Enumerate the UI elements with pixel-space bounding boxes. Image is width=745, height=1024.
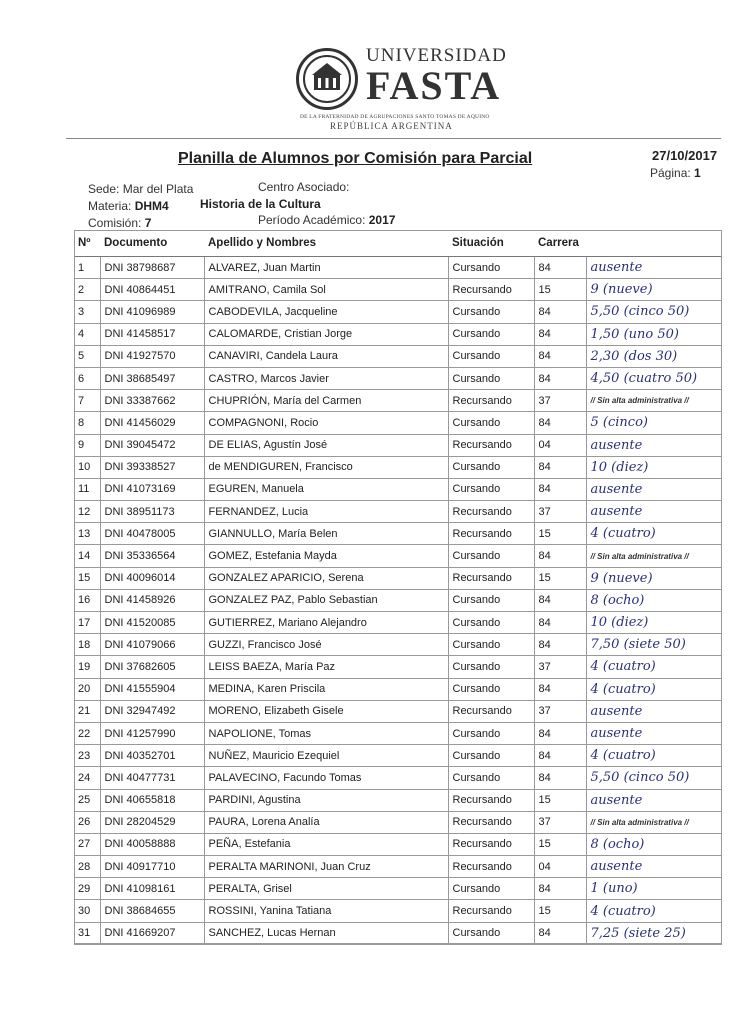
row-number: 14 [74, 545, 100, 567]
table-row [74, 922, 722, 944]
row-carrera: 84 [534, 478, 586, 500]
row-carrera: 84 [534, 722, 586, 744]
row-situacion: Cursando [448, 301, 534, 323]
row-nota: 5,50 (cinco 50) [586, 301, 722, 323]
column-header-situacion: Situación [448, 230, 534, 257]
row-carrera: 84 [534, 345, 586, 367]
row-number: 9 [74, 434, 100, 456]
row-number: 7 [74, 390, 100, 412]
comision-field [88, 216, 151, 230]
table-row [74, 456, 722, 478]
row-apellido-nombres: CASTRO, Marcos Javier [204, 367, 448, 389]
table-row [74, 678, 722, 700]
header-divider [66, 138, 721, 139]
row-apellido-nombres: PEÑA, Estefania [204, 833, 448, 855]
table-row [74, 745, 722, 767]
row-apellido-nombres: CALOMARDE, Cristian Jorge [204, 323, 448, 345]
row-nota: 4,50 (cuatro 50) [586, 367, 722, 389]
table-row [74, 612, 722, 634]
row-apellido-nombres: PALAVECINO, Facundo Tomas [204, 767, 448, 789]
table-row [74, 700, 722, 722]
row-documento: DNI 35336564 [100, 545, 204, 567]
row-carrera: 37 [534, 390, 586, 412]
row-nota: ausente [586, 789, 722, 811]
row-nota: 10 (diez) [586, 456, 722, 478]
row-situacion: Cursando [448, 345, 534, 367]
row-nota: ausente [586, 722, 722, 744]
row-carrera: 04 [534, 434, 586, 456]
row-documento: DNI 41669207 [100, 922, 204, 944]
row-documento: DNI 41073169 [100, 478, 204, 500]
row-number: 27 [74, 833, 100, 855]
row-documento: DNI 40058888 [100, 833, 204, 855]
row-carrera: 15 [534, 789, 586, 811]
row-documento: DNI 39045472 [100, 434, 204, 456]
row-nota: 8 (ocho) [586, 589, 722, 611]
centro-asociado-label: Centro Asociado: [258, 180, 350, 194]
row-nota: ausente [586, 700, 722, 722]
row-apellido-nombres: ALVAREZ, Juan Martin [204, 257, 448, 279]
row-documento: DNI 28204529 [100, 811, 204, 833]
row-documento: DNI 40478005 [100, 523, 204, 545]
table-row [74, 789, 722, 811]
row-nota: 4 (cuatro) [586, 523, 722, 545]
table-row [74, 390, 722, 412]
row-carrera: 84 [534, 257, 586, 279]
country-label: REPÚBLICA ARGENTINA [330, 121, 453, 131]
row-situacion: Cursando [448, 478, 534, 500]
table-row [74, 323, 722, 345]
row-number: 23 [74, 745, 100, 767]
row-documento: DNI 41096989 [100, 301, 204, 323]
table-row [74, 523, 722, 545]
row-carrera: 37 [534, 700, 586, 722]
comision-label: Comisión: [88, 216, 142, 230]
table-row [74, 811, 722, 833]
row-nota: 5 (cinco) [586, 412, 722, 434]
row-nota: 9 (nueve) [586, 279, 722, 301]
row-number: 10 [74, 456, 100, 478]
row-number: 20 [74, 678, 100, 700]
row-situacion: Recursando [448, 434, 534, 456]
row-number: 22 [74, 722, 100, 744]
row-situacion: Cursando [448, 612, 534, 634]
row-situacion: Cursando [448, 589, 534, 611]
row-situacion: Recursando [448, 279, 534, 301]
row-carrera: 37 [534, 501, 586, 523]
row-documento: DNI 41456029 [100, 412, 204, 434]
row-number: 4 [74, 323, 100, 345]
row-apellido-nombres: PERALTA, Grisel [204, 878, 448, 900]
row-situacion: Cursando [448, 656, 534, 678]
table-row [74, 589, 722, 611]
row-apellido-nombres: GONZALEZ APARICIO, Serena [204, 567, 448, 589]
row-nota: 9 (nueve) [586, 567, 722, 589]
row-nota: ausente [586, 501, 722, 523]
row-carrera: 84 [534, 878, 586, 900]
row-documento: DNI 40477731 [100, 767, 204, 789]
materia-name-field [200, 197, 321, 211]
row-carrera: 84 [534, 922, 586, 944]
table-row [74, 900, 722, 922]
row-apellido-nombres: GOMEZ, Estefania Mayda [204, 545, 448, 567]
row-number: 5 [74, 345, 100, 367]
table-row [74, 367, 722, 389]
row-carrera: 84 [534, 412, 586, 434]
row-number: 29 [74, 878, 100, 900]
row-nota: 1 (uno) [586, 878, 722, 900]
row-nota: 4 (cuatro) [586, 900, 722, 922]
row-apellido-nombres: PARDINI, Agustina [204, 789, 448, 811]
row-situacion: Recursando [448, 700, 534, 722]
row-situacion: Recursando [448, 833, 534, 855]
document-date: 27/10/2017 [652, 148, 718, 163]
row-number: 26 [74, 811, 100, 833]
row-nota: 10 (diez) [586, 612, 722, 634]
row-carrera: 84 [534, 323, 586, 345]
row-nota: 7,50 (siete 50) [586, 634, 722, 656]
table-row [74, 878, 722, 900]
row-number: 17 [74, 612, 100, 634]
row-carrera: 15 [534, 523, 586, 545]
row-number: 16 [74, 589, 100, 611]
row-documento: DNI 41555904 [100, 678, 204, 700]
row-situacion: Cursando [448, 878, 534, 900]
row-number: 11 [74, 478, 100, 500]
column-header-number: Nº [74, 230, 100, 257]
row-situacion: Recursando [448, 789, 534, 811]
row-documento: DNI 37682605 [100, 656, 204, 678]
column-header-nota [586, 230, 722, 257]
table-row [74, 767, 722, 789]
row-carrera: 84 [534, 678, 586, 700]
row-situacion: Recursando [448, 811, 534, 833]
table-header-row [74, 230, 722, 257]
row-situacion: Cursando [448, 922, 534, 944]
row-carrera: 84 [534, 767, 586, 789]
row-number: 19 [74, 656, 100, 678]
row-carrera: 37 [534, 811, 586, 833]
periodo-label: Período Académico: [258, 213, 366, 227]
row-situacion: Cursando [448, 722, 534, 744]
row-situacion: Cursando [448, 545, 534, 567]
row-documento: DNI 41458517 [100, 323, 204, 345]
table-row [74, 345, 722, 367]
materia-name: Historia de la Cultura [200, 197, 321, 211]
row-documento: DNI 39338527 [100, 456, 204, 478]
table-row [74, 833, 722, 855]
university-name-line2: FASTA [366, 63, 502, 108]
row-nota: // Sin alta administrativa // [586, 545, 722, 567]
row-nota: ausente [586, 856, 722, 878]
row-number: 21 [74, 700, 100, 722]
row-carrera: 37 [534, 656, 586, 678]
row-situacion: Cursando [448, 323, 534, 345]
row-apellido-nombres: CABODEVILA, Jacqueline [204, 301, 448, 323]
university-name-line1: UNIVERSIDAD [366, 45, 507, 66]
materia-field [88, 199, 169, 213]
row-carrera: 15 [534, 900, 586, 922]
row-nota: 4 (cuatro) [586, 745, 722, 767]
row-apellido-nombres: CANAVIRI, Candela Laura [204, 345, 448, 367]
row-number: 31 [74, 922, 100, 944]
row-apellido-nombres: GONZALEZ PAZ, Pablo Sebastian [204, 589, 448, 611]
row-apellido-nombres: MORENO, Elizabeth Gisele [204, 700, 448, 722]
comision-value: 7 [144, 216, 152, 230]
column-header-documento: Documento [100, 230, 204, 257]
page-number: 1 [694, 166, 701, 180]
sede-label: Sede: [88, 182, 120, 196]
column-header-carrera: Carrera [534, 230, 586, 257]
university-tagline: DE LA FRATERNIDAD DE AGRUPACIONES SANTO TOMAS DE AQUINO [300, 114, 490, 120]
seal-emblem-icon [302, 54, 352, 104]
row-number: 15 [74, 567, 100, 589]
row-nota: ausente [586, 257, 722, 279]
row-documento: DNI 38685497 [100, 367, 204, 389]
table-row [74, 634, 722, 656]
row-carrera: 15 [534, 279, 586, 301]
page-label: Página: [650, 166, 691, 180]
table-body [74, 257, 722, 945]
row-apellido-nombres: MEDINA, Karen Priscila [204, 678, 448, 700]
row-carrera: 15 [534, 567, 586, 589]
row-nota: // Sin alta administrativa // [586, 390, 722, 412]
row-documento: DNI 41458926 [100, 589, 204, 611]
row-documento: DNI 41520085 [100, 612, 204, 634]
row-apellido-nombres: DE ELIAS, Agustín José [204, 434, 448, 456]
materia-code: DHM4 [134, 199, 169, 213]
row-situacion: Cursando [448, 745, 534, 767]
row-nota: 1,50 (uno 50) [586, 323, 722, 345]
row-number: 30 [74, 900, 100, 922]
row-apellido-nombres: ROSSINI, Yanina Tatiana [204, 900, 448, 922]
row-nota: 4 (cuatro) [586, 656, 722, 678]
row-documento: DNI 38951173 [100, 501, 204, 523]
table-row [74, 722, 722, 744]
row-documento: DNI 40655818 [100, 789, 204, 811]
student-roster-table [74, 230, 722, 945]
row-documento: DNI 40864451 [100, 279, 204, 301]
row-number: 12 [74, 501, 100, 523]
row-situacion: Recursando [448, 523, 534, 545]
row-situacion: Cursando [448, 456, 534, 478]
row-apellido-nombres: GIANNULLO, María Belen [204, 523, 448, 545]
row-carrera: 84 [534, 367, 586, 389]
table-row [74, 501, 722, 523]
row-number: 28 [74, 856, 100, 878]
row-situacion: Recursando [448, 856, 534, 878]
table-row [74, 257, 722, 279]
row-number: 8 [74, 412, 100, 434]
row-number: 6 [74, 367, 100, 389]
table-row [74, 301, 722, 323]
row-documento: DNI 33387662 [100, 390, 204, 412]
row-situacion: Cursando [448, 678, 534, 700]
row-documento: DNI 41098161 [100, 878, 204, 900]
row-documento: DNI 38684655 [100, 900, 204, 922]
row-apellido-nombres: GUZZI, Francisco José [204, 634, 448, 656]
table-row [74, 434, 722, 456]
row-documento: DNI 41079066 [100, 634, 204, 656]
column-header-apellido-nombres: Apellido y Nombres [204, 230, 448, 257]
table-row [74, 656, 722, 678]
row-apellido-nombres: CHUPRIÓN, María del Carmen [204, 390, 448, 412]
table-row [74, 545, 722, 567]
page-title: Planilla de Alumnos por Comisión para Parcial [178, 150, 533, 167]
row-situacion: Recursando [448, 900, 534, 922]
row-apellido-nombres: NAPOLIONE, Tomas [204, 722, 448, 744]
table-row [74, 567, 722, 589]
row-nota: 7,25 (siete 25) [586, 922, 722, 944]
row-documento: DNI 40352701 [100, 745, 204, 767]
row-number: 13 [74, 523, 100, 545]
row-situacion: Cursando [448, 634, 534, 656]
sede-value: Mar del Plata [122, 182, 194, 196]
university-wordmark [366, 46, 507, 106]
row-situacion: Cursando [448, 412, 534, 434]
page-indicator [650, 166, 701, 180]
row-apellido-nombres: de MENDIGUREN, Francisco [204, 456, 448, 478]
row-apellido-nombres: PAURA, Lorena Analía [204, 811, 448, 833]
row-documento: DNI 41927570 [100, 345, 204, 367]
row-apellido-nombres: LEISS BAEZA, María Paz [204, 656, 448, 678]
row-nota: 4 (cuatro) [586, 678, 722, 700]
row-apellido-nombres: COMPAGNONI, Rocio [204, 412, 448, 434]
row-situacion: Recursando [448, 567, 534, 589]
row-situacion: Recursando [448, 390, 534, 412]
sede-field [88, 182, 193, 196]
row-carrera: 84 [534, 634, 586, 656]
row-nota: 5,50 (cinco 50) [586, 767, 722, 789]
row-carrera: 84 [534, 545, 586, 567]
table-row [74, 412, 722, 434]
row-situacion: Cursando [448, 367, 534, 389]
row-documento: DNI 38798687 [100, 257, 204, 279]
materia-label: Materia: [88, 199, 132, 213]
row-carrera: 84 [534, 745, 586, 767]
row-nota: ausente [586, 478, 722, 500]
row-number: 25 [74, 789, 100, 811]
university-seal-logo [296, 48, 358, 110]
table-row [74, 478, 722, 500]
periodo-field [258, 213, 395, 227]
row-carrera: 84 [534, 301, 586, 323]
row-nota: ausente [586, 434, 722, 456]
row-number: 1 [74, 257, 100, 279]
row-number: 18 [74, 634, 100, 656]
row-number: 24 [74, 767, 100, 789]
row-nota: // Sin alta administrativa // [586, 811, 722, 833]
row-number: 2 [74, 279, 100, 301]
row-nota: 8 (ocho) [586, 833, 722, 855]
row-documento: DNI 32947492 [100, 700, 204, 722]
row-carrera: 84 [534, 589, 586, 611]
row-apellido-nombres: EGUREN, Manuela [204, 478, 448, 500]
row-situacion: Recursando [448, 501, 534, 523]
table-row [74, 279, 722, 301]
table-row [74, 856, 722, 878]
row-situacion: Cursando [448, 767, 534, 789]
row-apellido-nombres: SANCHEZ, Lucas Hernan [204, 922, 448, 944]
row-situacion: Cursando [448, 257, 534, 279]
row-apellido-nombres: GUTIERREZ, Mariano Alejandro [204, 612, 448, 634]
row-apellido-nombres: FERNANDEZ, Lucia [204, 501, 448, 523]
row-number: 3 [74, 301, 100, 323]
row-nota: 2,30 (dos 30) [586, 345, 722, 367]
row-carrera: 84 [534, 456, 586, 478]
periodo-value: 2017 [368, 213, 396, 227]
row-apellido-nombres: NUÑEZ, Mauricio Ezequiel [204, 745, 448, 767]
row-carrera: 15 [534, 833, 586, 855]
row-documento: DNI 40096014 [100, 567, 204, 589]
row-documento: DNI 41257990 [100, 722, 204, 744]
row-documento: DNI 40917710 [100, 856, 204, 878]
row-carrera: 84 [534, 612, 586, 634]
row-apellido-nombres: AMITRANO, Camila Sol [204, 279, 448, 301]
row-apellido-nombres: PERALTA MARINONI, Juan Cruz [204, 856, 448, 878]
row-carrera: 04 [534, 856, 586, 878]
